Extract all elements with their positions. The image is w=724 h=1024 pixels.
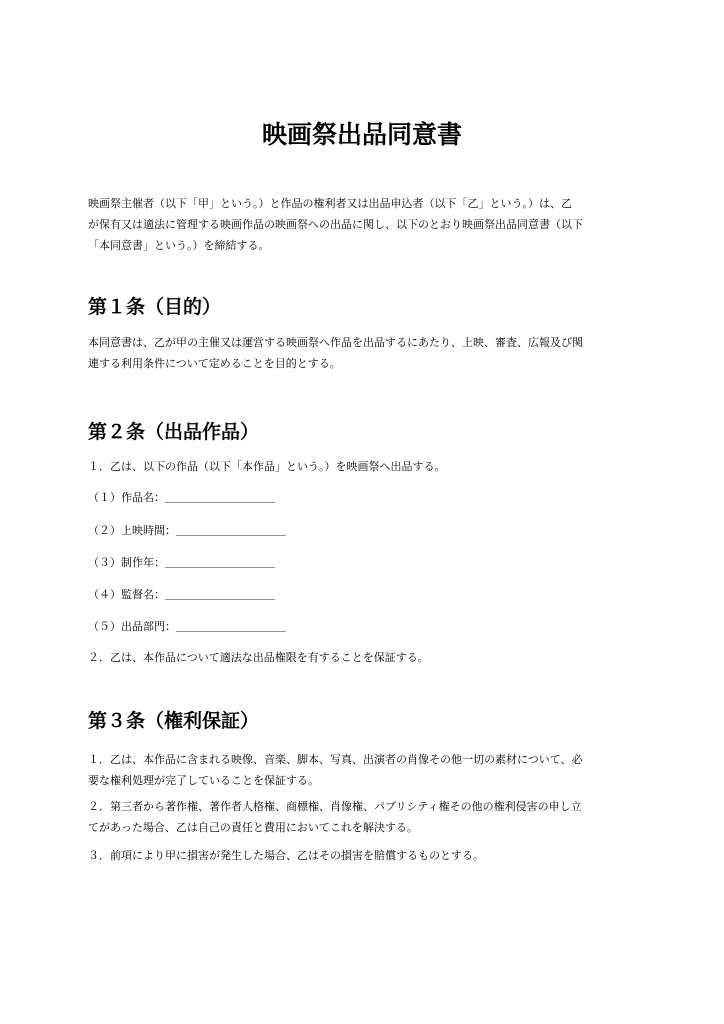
field-production-year: （３）制作年：＿＿＿＿＿＿＿＿＿＿: [88, 556, 275, 569]
article-2-item-1: １．乙は、以下の作品（以下「本作品」という。）を映画祭へ出品する。: [88, 460, 446, 473]
article-2-heading: 第２条（出品作品）: [88, 421, 260, 443]
article-3-item-2-line: ２．第三者から著作権、著作者人格権、商標権、肖像権、パブリシティ権その他の権利侵害の申し立: [88, 800, 582, 813]
article-3-item-1-line: 要な権利処理が完了していることを保証する。: [88, 774, 319, 787]
field-entry-category: （５）出品部門：＿＿＿＿＿＿＿＿＿＿: [88, 620, 286, 633]
article-1-line: 連する利用条件について定めることを目的とする。: [88, 357, 341, 370]
article-1-heading: 第１条（目的）: [88, 296, 222, 318]
intro-paragraph: [88, 193, 638, 256]
article-3-item-1: [88, 749, 638, 791]
document-title: 映画祭出品同意書: [261, 120, 462, 149]
field-running-time: （２）上映時間：＿＿＿＿＿＿＿＿＿＿: [88, 524, 286, 537]
article-3-item-2: [88, 796, 638, 838]
article-3-item-1-line: １．乙は、本作品に含まれる映像、音楽、脚本、写真、出演者の肖像その他一切の素材について、必: [88, 753, 583, 766]
article-1-line: 本同意書は、乙が甲の主催又は運営する映画祭へ作品を出品するにあたり、上映、審査、広報及び関: [88, 336, 583, 349]
intro-line: 「本同意書」という。）を締結する。: [88, 239, 270, 252]
intro-line: 映画祭主催者（以下「甲」という。）と作品の権利者又は出品申込者（以下「乙」という。）は、乙: [88, 197, 572, 210]
article-1-body: [88, 332, 638, 374]
article-2-item-2: ２．乙は、本作品について適法な出品権限を有することを保証する。: [88, 651, 429, 664]
article-3-item-3: ３．前項により甲に損害が発生した場合、乙はその損害を賠償するものとする。: [88, 849, 484, 862]
article-3-item-2-line: てがあった場合、乙は自己の責任と費用においてこれを解決する。: [88, 821, 418, 834]
article-3-heading: 第３条（権利保証）: [88, 710, 260, 732]
field-work-title: （１）作品名：＿＿＿＿＿＿＿＿＿＿: [88, 491, 275, 504]
field-director-name: （４）監督名：＿＿＿＿＿＿＿＿＿＿: [88, 588, 275, 601]
intro-line: が保有又は適法に管理する映画作品の映画祭への出品に関し、以下のとおり映画祭出品同意書（以下: [88, 218, 583, 231]
